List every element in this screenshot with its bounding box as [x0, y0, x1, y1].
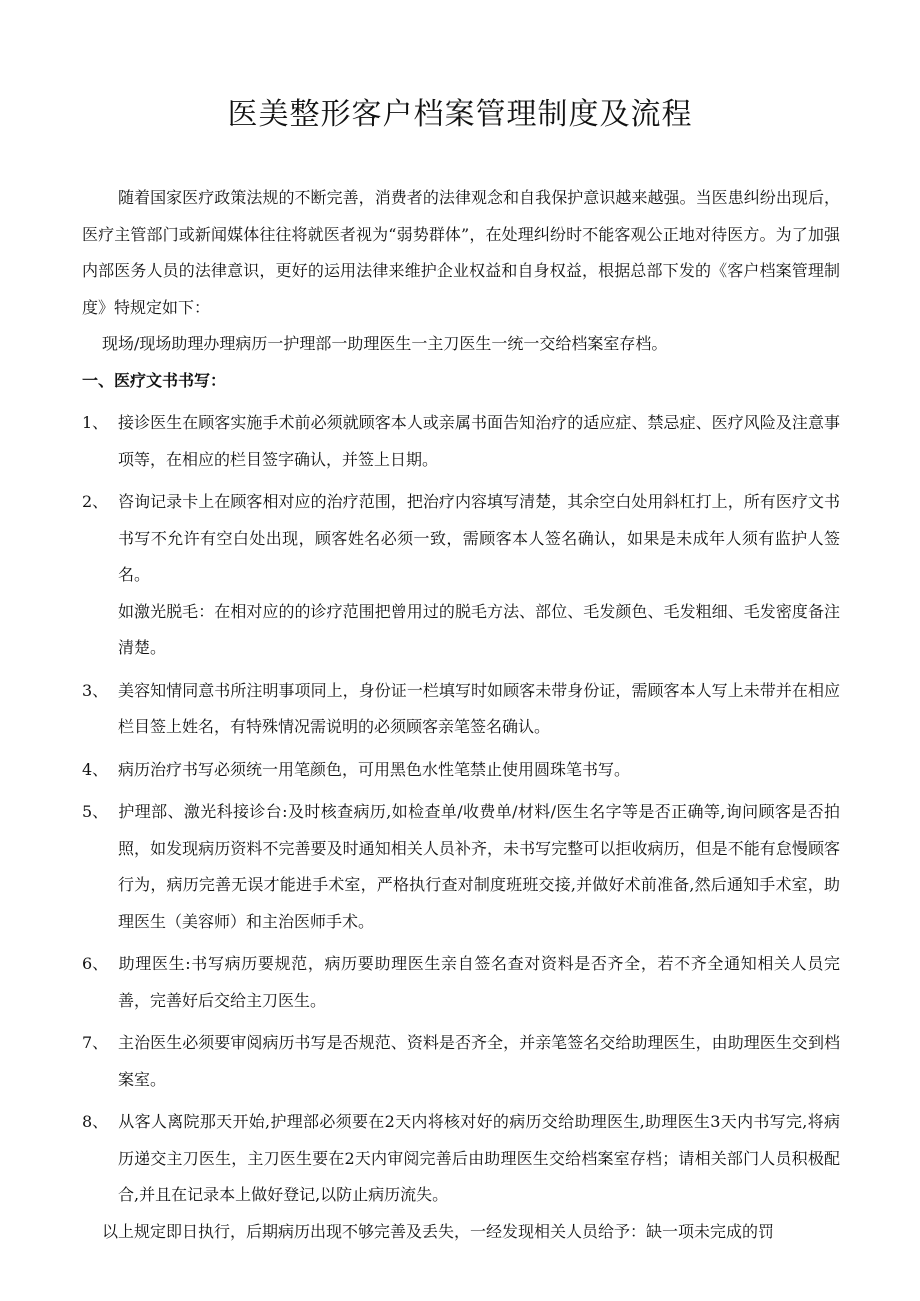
closing-paragraph: 以上规定即日执行，后期病历出现不够完善及丢失，一经发现相关人员给予：缺一项未完成的罚: [102, 1221, 775, 1241]
list-item-number: 3、: [82, 680, 109, 700]
list-item-number: 8、: [82, 1112, 109, 1131]
list-item: [82, 1025, 840, 1098]
list-item-number: 7、: [82, 1033, 109, 1052]
list-item-text: 从客人离院那天开始,护理部必须要在2天内将核对好的病历交给助理医生,助理医生3天内书写完,将病历递交主刀医生，主刀医生要在2天内审阅完善后由助理医生交给档案室存档；请相关部门人员积极配合,并且在记录本上做好登记,以防止病历流失。: [118, 1112, 840, 1204]
list-item-text: 接诊医生在顾客实施手术前必须就顾客本人或亲属书面告知治疗的适应症、禁忌症、医疗风险及注意事项等，在相应的栏目签字确认，并签上日期。: [118, 413, 840, 469]
list-item: [82, 1104, 840, 1214]
list-item-number: 2、: [82, 492, 109, 511]
document-title: 医美整形客户档案管理制度及流程: [227, 97, 693, 132]
list-item-text: 助理医生:书写病历要规范，病历要助理医生亲自签名查对资料是否齐全，若不齐全通知相关人员完善，完善好后交给主刀医生。: [118, 954, 840, 1010]
list-item: [82, 752, 840, 789]
list-item-number: 1、: [82, 413, 109, 432]
list-item-number: 6、: [82, 954, 109, 973]
intro-paragraph: 随着国家医疗政策法规的不断完善，消费者的法律观念和自我保护意识越来越强。当医患纠纷出现后，医疗主管部门或新闻媒体往往将就医者视为“弱势群体”，在处理纠纷时不能客观公正地对待医方。为了加强内部医务人员的法律意识，更好的运用法律来维护企业权益和自身权益，根据总部下发的《客户档案管理制度》特规定如下：: [82, 188, 840, 317]
list-item: [82, 946, 840, 1019]
list-item: [82, 794, 840, 940]
list-item-text: 主治医生必须要审阅病历书写是否规范、资料是否齐全，并亲笔签名交给助理医生，由助理医生交到档案室。: [118, 1033, 840, 1089]
list-item: [82, 673, 840, 746]
list-item-text: 咨询记录卡上在顾客相对应的治疗范围，把治疗内容填写清楚，其余空白处用斜杠打上，所有医疗文书书写不允许有空白处出现，顾客姓名必须一致，需顾客本人签名确认，如果是未成年人须有监护人签名。: [118, 492, 840, 584]
list-item-text: 美容知情同意书所注明事项同上，身份证一栏填写时如顾客未带身份证，需顾客本人写上未带并在相应栏目签上姓名，有特殊情况需说明的必须顾客亲笔签名确认。: [118, 680, 840, 736]
list-item-text: 护理部、激光科接诊台:及时核查病历,如检查单/收费单/材料/医生名字等是否正确等,询问顾客是否拍照，如发现病历资料不完善要及时通知相关人员补齐，未书写完整可以拒收病历，但是不能有怠慢顾客行为，病历完善无误才能进手术室，严格执行查对制度班班交接,并做好术前准备,然后通知手术室，助理医生（美容师）和主治医师手术。: [118, 802, 840, 931]
list-item-number: 4、: [82, 759, 109, 779]
flow-paragraph: 现场/现场助理办理病历一护理部一助理医生一主刀医生一统一交给档案室存档。: [102, 334, 668, 353]
list-item: [82, 405, 840, 478]
document-body: [82, 180, 840, 1250]
list-item: [82, 484, 840, 594]
item-note: 如激光脱毛：在相对应的的诊疗范围把曾用过的脱毛方法、部位、毛发颜色、毛发粗细、毛发密度备注清楚。: [118, 601, 840, 657]
section-heading: 一、医疗文书书写：: [82, 370, 227, 390]
list-item-number: 5、: [82, 802, 109, 821]
list-item-text: 病历治疗书写必须统一用笔颜色，可用黑色水性笔禁止使用圆珠笔书写。: [118, 759, 631, 779]
